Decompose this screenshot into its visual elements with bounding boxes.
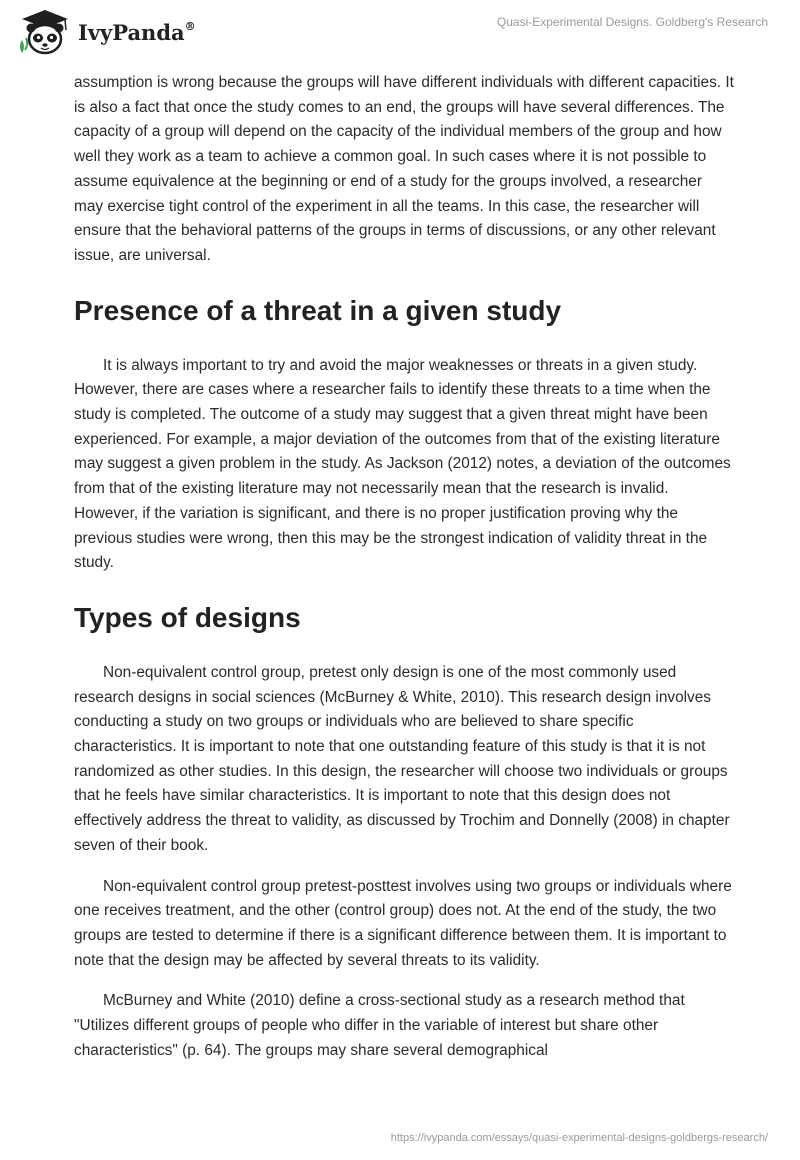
document-title: Quasi-Experimental Designs. Goldberg's Research (496, 15, 768, 29)
logo-text: IvyPanda® (78, 19, 196, 45)
paragraph-intro: assumption is wrong because the groups will have different individuals with different capacities. It is also a fact that once the study comes to an end, the groups will have several differences. The capacity of a group will depend on the capacity of the individual members of the group and how well they work as a team to achieve a common goal. In such cases where it is not possible to assume equivalence at the beginning or end of a study for the groups involved, a researcher may exercise tight control of the experiment in all the teams. In this case, the researcher will ensure that the behavioral patterns of the groups in terms of discussions, or any other relevant issue, are universal. (74, 74, 734, 264)
logo[interactable] (16, 8, 196, 58)
essay-content (74, 71, 734, 1064)
paragraph-types-1: Non-equivalent control group, pretest only design is one of the most commonly used research designs in social sciences (McBurney & White, 2010). This research design involves conducting a study on two groups or individuals who are believed to share specific characteristics. It is important to note that one outstanding feature of this study is that it is not randomized as other studies. In this design, the researcher will choose two individuals or groups that he feels have similar characteristics. It is important to note that this design does not effectively address the threat to validity, as discussed by Trochim and Donnelly (2008) in chapter seven of their book. (74, 663, 730, 854)
page-header (0, 0, 800, 70)
panda-logo-icon (16, 8, 74, 58)
paragraph-types-3: McBurney and White (2010) define a cross-sectional study as a research method that "Utilizes different groups of people who differ in the variable of interest but share other characteristics" (p. 64). The groups may share several demographical (74, 992, 685, 1059)
heading-types: Types of designs (74, 601, 301, 633)
paragraph-threat: It is always important to try and avoid the major weaknesses or threats in a given study. However, there are cases where a researcher fails to identify these threats to a time when the study is completed. The outcome of a study may suggest that a given threat might have been experienced. For example, a major deviation of the outcomes from that of the existing literature may suggest a given problem in the study. As Jackson (2012) notes, a deviation of the outcomes from that of the existing literature may not necessarily mean that the research is invalid. However, if the variation is significant, and there is no proper justification proving why the previous studies were wrong, then this may be the strongest indication of validity threat in the study. (74, 356, 731, 572)
footer-url[interactable]: https://ivypanda.com/essays/quasi-experimental-designs-goldbergs-research/ (390, 1132, 768, 1144)
heading-threat: Presence of a threat in a given study (74, 294, 562, 326)
paragraph-types-2: Non-equivalent control group pretest-posttest involves using two groups or individuals where one receives treatment, and the other (control group) does not. At the end of the study, the two groups are tested to determine if there is a significant difference between them. It is important to note that the design may be affected by several threats to its validity. (74, 877, 732, 969)
